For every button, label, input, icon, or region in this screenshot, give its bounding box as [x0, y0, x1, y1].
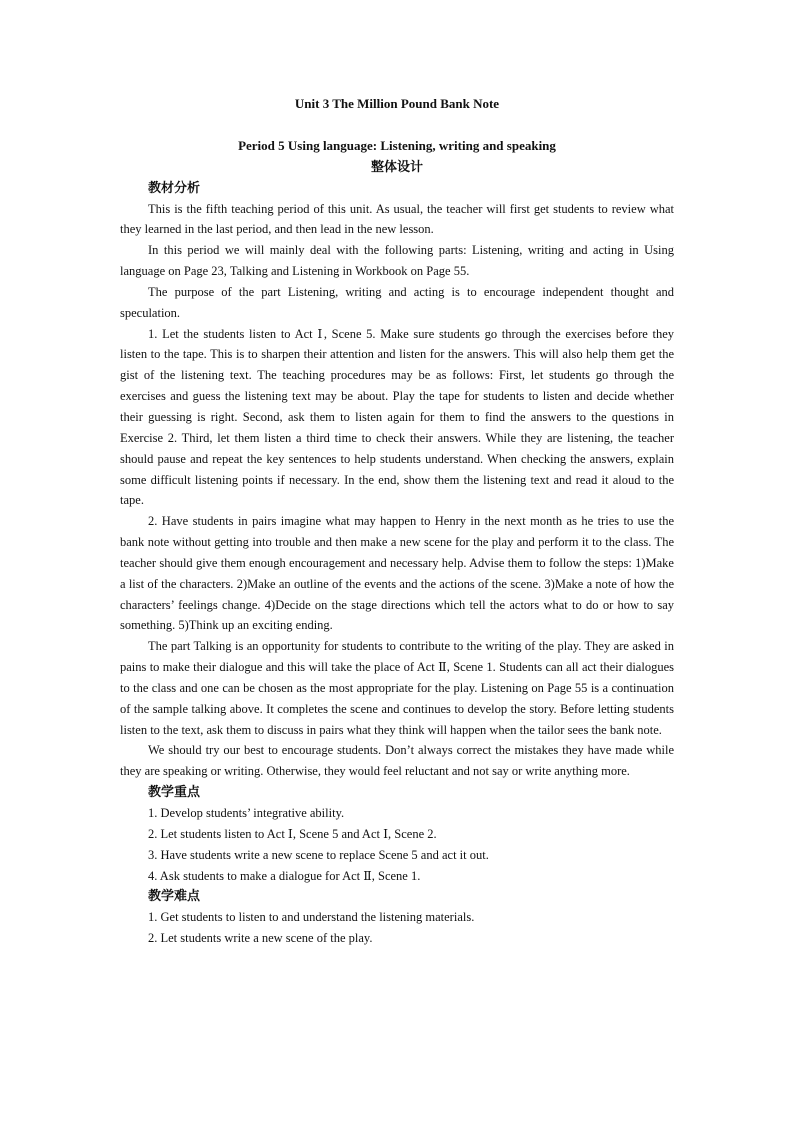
- analysis-paragraph: The part Talking is an opportunity for students to contribute to the writing of the play. They are asked in pains to make their dialogue and this will take the place of Act Ⅱ, Scene 1. Students can all act their dialogues to the class and one can be chosen as the most appropriate for the play. Listening on Page 55 is a continuation of the sample talking above. It completes the scene and continues to develop the story. Before letting students listen to the text, ask them to discuss in pairs what they think will happen when the tailor sees the bank note.: [120, 639, 674, 737]
- analysis-paragraph: The purpose of the part Listening, writing and acting is to encourage independent thought and speculation.: [120, 284, 674, 320]
- key-point-item: 4. Ask students to make a dialogue for Act Ⅱ, Scene 1.: [148, 868, 421, 883]
- spacer: [120, 115, 674, 136]
- analysis-heading: 教材分析: [148, 179, 201, 195]
- design-title: 整体设计: [370, 158, 423, 174]
- analysis-paragraph: We should try our best to encourage students. Don’t always correct the mistakes they have made while they are speaking or writing. Otherwise, they would feel reluctant and not say or write anything more.: [120, 743, 674, 779]
- key-point-item: 2. Let students listen to Act Ⅰ, Scene 5 and Act Ⅰ, Scene 2.: [148, 826, 437, 841]
- analysis-paragraph: 2. Have students in pairs imagine what may happen to Henry in the next month as he tries to use the bank note without getting into trouble and then make a new scene for the play and perform it to the class. The teacher should give them enough encouragement and necessary help. Advise them to follow the steps: 1)Make a list of the characters. 2)Make an outline of the events and the actions of the scene. 3)Make a note of how the characters’ feelings change. 4)Decide on the stage directions which tell the actors what to do or how to say something. 5)Think up an exciting ending.: [120, 514, 674, 633]
- difficult-points-heading: 教学难点: [148, 888, 201, 904]
- key-points-heading: 教学重点: [148, 784, 201, 800]
- difficult-point-item: 1. Get students to listen to and understand the listening materials.: [148, 910, 475, 925]
- key-point-item: 3. Have students write a new scene to replace Scene 5 and act it out.: [148, 847, 489, 862]
- key-point-item: 1. Develop students’ integrative ability.: [148, 806, 345, 820]
- document-page: [120, 94, 674, 949]
- analysis-paragraph: In this period we will mainly deal with the following parts: Listening, writing and acting in Using language on Page 23, Talking and Listening in Workbook on Page 55.: [120, 243, 674, 279]
- analysis-paragraph: 1. Let the students listen to Act Ⅰ, Scene 5. Make sure students go through the exercises before they listen to the tape. This is to sharpen their attention and listen for the answers. This will also help them get the gist of the listening text. The teaching procedures may be as follows: First, let students go through the exercises and guess the listening text may be about. Play the tape for students to listen and decide whether their guessing is right. Second, ask them to listen again for them to find the answers to the questions in Exercise 2. Third, let them listen a third time to check their answers. While they are listening, the teacher should pause and repeat the key sentences to help students understand. When checking the answers, explain some difficult listening points if necessary. In the end, show them the listening text and read it aloud to the tape.: [120, 326, 674, 508]
- difficult-point-item: 2. Let students write a new scene of the play.: [148, 931, 373, 946]
- period-title: Period 5 Using language: Listening, writing and speaking: [238, 138, 556, 153]
- unit-title: Unit 3 The Million Pound Bank Note: [294, 96, 500, 111]
- analysis-paragraph: This is the fifth teaching period of this unit. As usual, the teacher will first get students to review what they learned in the last period, and then lead in the new lesson.: [120, 201, 674, 237]
